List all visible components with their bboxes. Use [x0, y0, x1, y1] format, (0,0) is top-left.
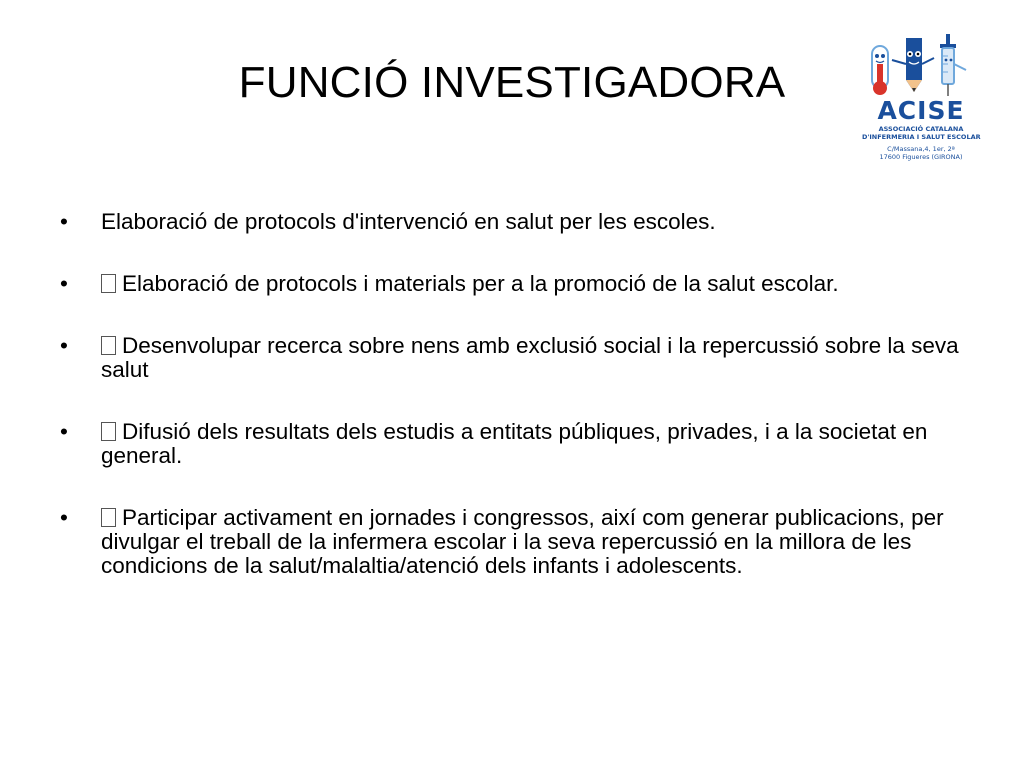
logo-subtitle-line1: ASSOCIACIÓ CATALANA [878, 125, 964, 133]
logo-address-line2: 17600 Figueres (GIRONA) [879, 153, 963, 161]
bullet-text: Elaboració de protocols d'intervenció en salut per les escoles. [101, 209, 716, 234]
bullet-text: Desenvolupar recerca sobre nens amb exclusió social i la repercussió sobre la seva salut [101, 333, 959, 382]
bullet-item [60, 272, 970, 296]
bullet-item [60, 334, 970, 382]
thermometer-mascot-icon [872, 46, 888, 95]
missing-glyph-icon [101, 422, 116, 441]
bullet-list [60, 210, 970, 616]
bullet-item [60, 210, 970, 234]
bullet-text: Difusió dels resultats dels estudis a entitats públiques, privades, i a la societat en general. [101, 419, 928, 468]
logo-address-line1: C/Massana,4, 1er, 2ª [887, 145, 955, 153]
syringe-mascot-icon [940, 34, 966, 96]
mascot-characters-icon [862, 34, 980, 100]
bullet-marker: • [60, 505, 68, 530]
logo-name: ACISE [877, 96, 965, 125]
bullet-marker: • [60, 271, 68, 296]
bullet-marker: • [60, 419, 68, 444]
logo-subtitle-line2: D'INFERMERIA I SALUT ESCOLAR [862, 133, 981, 141]
bullet-marker: • [60, 333, 68, 358]
bullet-text: Participar activament en jornades i congressos, així com generar publicacions, per divulgar el treball de la infermera escolar i la seva repercussió en la millora de les condicions de la salut/malaltia/atenció dels infants i adolescents. [101, 505, 944, 578]
missing-glyph-icon [101, 274, 116, 293]
slide-title: FUNCIÓ INVESTIGADORA [238, 58, 786, 107]
bullet-text: Elaboració de protocols i materials per a la promoció de la salut escolar. [122, 271, 839, 296]
bullet-item [60, 506, 970, 578]
bullet-item [60, 420, 970, 468]
bullet-marker: • [60, 209, 68, 234]
acise-logo [862, 34, 980, 166]
missing-glyph-icon [101, 508, 116, 527]
missing-glyph-icon [101, 336, 116, 355]
pencil-mascot-icon [892, 38, 934, 92]
